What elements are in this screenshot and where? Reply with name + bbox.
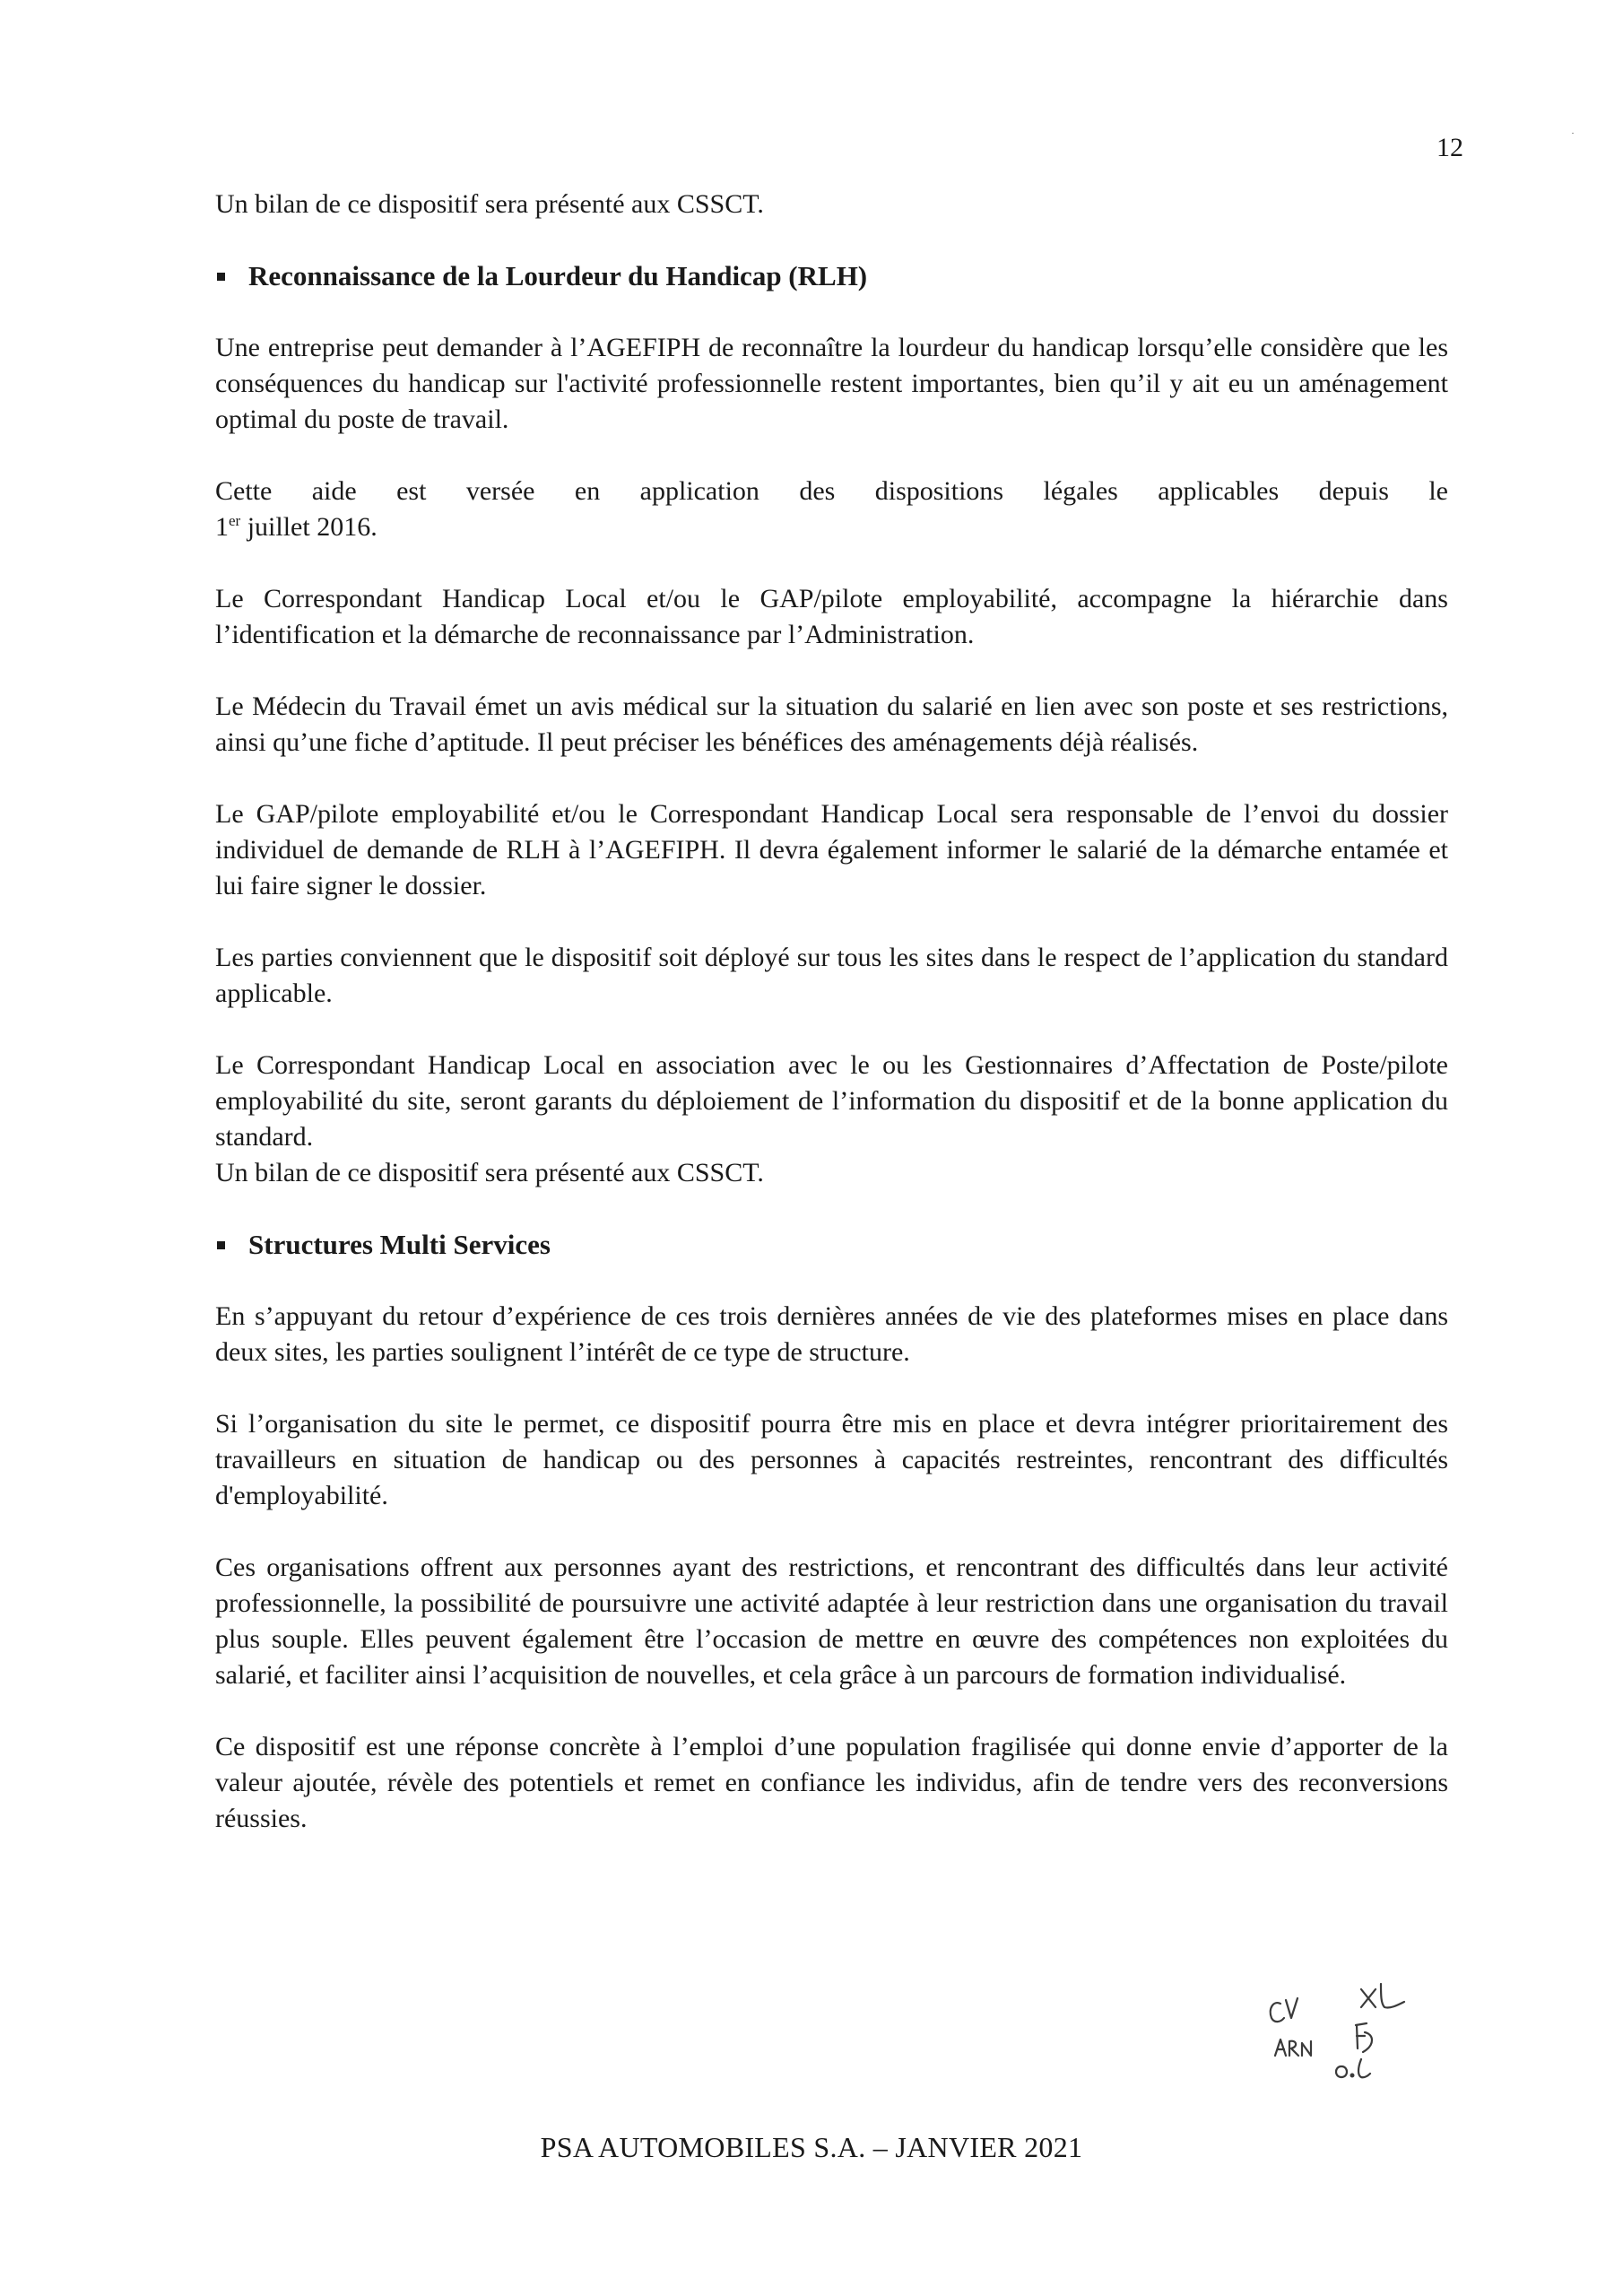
sms-paragraph-1: En s’appuyant du retour d’expérience de ces trois dernières années de vie des plateformes mises en place dans deux sites, les parties soulignent l’intérêt de ce type de structure. — [215, 1301, 1448, 1367]
rlh-paragraph-2-ordinal: 1 — [215, 512, 229, 542]
rlh-paragraph-1: Une entreprise peut demander à l’AGEFIPH de reconnaître la lourdeur du handicap lorsqu’elle considère que les conséquences du handicap sur l'activité professionnelle restent importantes, bien qu’il y ait eu un aménagement optimal du poste de travail. — [215, 333, 1448, 434]
document-footer: PSA AUTOMOBILES S.A. – JANVIER 2021 — [540, 2131, 1083, 2163]
rlh-paragraph-4: Le Médecin du Travail émet un avis médical sur la situation du salarié en lien avec son poste et ses restrictions, ainsi qu’une fiche d’aptitude. Il peut préciser les bénéfices des aménagements déjà réalisés. — [215, 691, 1448, 757]
rlh-paragraph-2-line-2: juillet 2016. — [240, 512, 378, 542]
sms-paragraph-3: Ces organisations offrent aux personnes ayant des restrictions, et rencontrant des difficultés dans leur activité professionnelle, la possibilité de poursuivre une activité adaptée à leur restriction dans une organisation du travail plus souple. Elles peuvent également être l’occasion de mettre en œuvre des compétences non exploitées du salarié, et faciliter ainsi l’acquisition de nouvelles, et cela grâce à un parcours de formation individualisé. — [215, 1552, 1448, 1690]
document-body — [215, 187, 1448, 1873]
section-heading-rlh — [215, 258, 1448, 294]
sms-paragraph-4: Ce dispositif est une réponse concrète à l’emploi d’une population fragilisée qui donne envie d’apporter de la valeur ajoutée, révèle des potentiels et remet en confiance les individus, afin de tendre vers des reconversions réussies. — [215, 1732, 1448, 1833]
scan-artifact-mark — [1572, 133, 1574, 134]
rlh-paragraph-8: Un bilan de ce dispositif sera présenté aux CSSCT. — [215, 1158, 764, 1187]
section-heading-sms — [215, 1227, 1448, 1263]
section-heading-rlh-text: Reconnaissance de la Lourdeur du Handicap (RLH) — [248, 260, 868, 291]
rlh-paragraph-2-line-1: Cette aide est versée en application des dispositions légales applicables depuis le — [215, 476, 1448, 506]
square-bullet-icon — [217, 273, 225, 281]
intro-paragraph: Un bilan de ce dispositif sera présenté aux CSSCT. — [215, 189, 764, 219]
square-bullet-icon — [217, 1241, 225, 1249]
handwritten-initials-signature — [1255, 1973, 1453, 2099]
rlh-paragraph-2 — [215, 474, 1448, 545]
rlh-paragraph-2-superscript: er — [229, 512, 241, 529]
rlh-paragraph-5: Le GAP/pilote employabilité et/ou le Correspondant Handicap Local sera responsable de l’envoi du dossier individuel de demande de RLH à l’AGEFIPH. Il devra également informer le salarié de la démarche entamée et lui faire signer le dossier. — [215, 799, 1448, 900]
page-number: 12 — [1436, 133, 1463, 162]
rlh-paragraph-6: Les parties conviennent que le dispositif soit déployé sur tous les sites dans le respect de l’application du standard applicable. — [215, 943, 1448, 1008]
section-heading-sms-text: Structures Multi Services — [248, 1229, 551, 1260]
sms-paragraph-2: Si l’organisation du site le permet, ce dispositif pourra être mis en place et devra intégrer prioritairement des travailleurs en situation de handicap ou des personnes à capacités restreintes, rencontrant des difficultés d'employabilité. — [215, 1409, 1448, 1510]
rlh-paragraph-3: Le Correspondant Handicap Local et/ou le GAP/pilote employabilité, accompagne la hiérarchie dans l’identification et la démarche de reconnaissance par l’Administration. — [215, 584, 1448, 649]
rlh-paragraph-7: Le Correspondant Handicap Local en association avec le ou les Gestionnaires d’Affectation de Poste/pilote employabilité du site, seront garants du déploiement de l’information du dispositif et de la bonne application du standard. — [215, 1050, 1448, 1152]
